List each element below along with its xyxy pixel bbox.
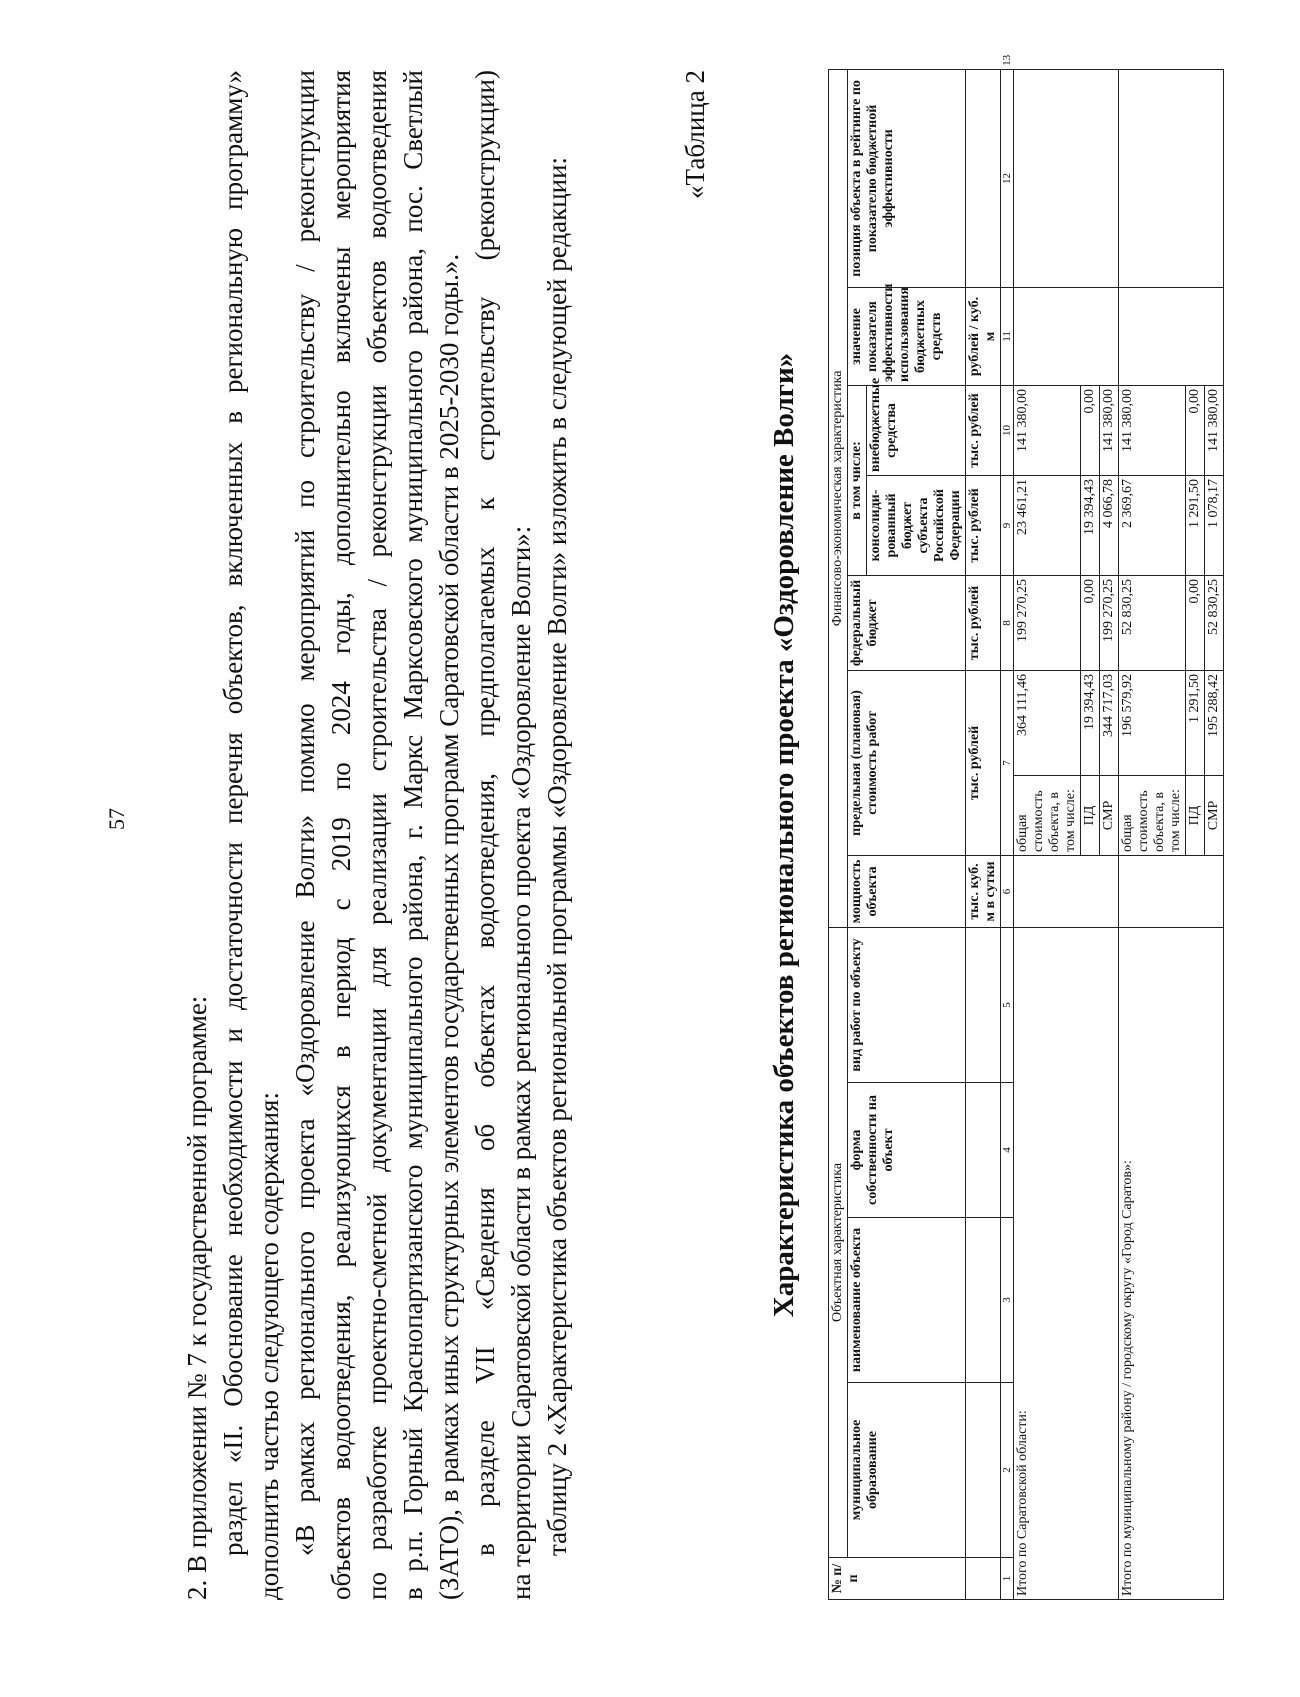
cell-extrabudget: 141 380,00 (1119, 385, 1186, 475)
unit-federal: тыс. рублей (966, 575, 1001, 670)
header-num: № п/п (829, 1558, 966, 1600)
row-label: ПД (1081, 775, 1100, 855)
cell-extrabudget: 141 380,00 (1014, 385, 1081, 475)
row-label: ПД (1186, 775, 1205, 855)
cell-cost: 364 111,46 (1014, 670, 1081, 775)
row-label: общая стоимость объекта, в том числе: (1119, 775, 1186, 855)
cell-extrabudget: 0,00 (1186, 385, 1205, 475)
row-label: СМР (1205, 775, 1224, 855)
column-number: 4 (1001, 1083, 1014, 1218)
column-number: 1 (1001, 1558, 1014, 1600)
column-number: 3 (1001, 1218, 1014, 1383)
cell-federal: 52 830,25 (1119, 575, 1186, 670)
column-number: 2 (1001, 1383, 1014, 1558)
cell-extrabudget: 0,00 (1081, 385, 1100, 475)
row-label: СМР (1100, 775, 1119, 855)
column-number: 10 (1001, 385, 1014, 475)
paragraph-table-2: таблицу 2 «Характеристика объектов региональной программы «Оздоровление Волги» изложить в следующей редакции: (542, 156, 572, 1556)
cell-consolidated: 19 394,43 (1081, 475, 1100, 575)
column-number: 5 (1001, 927, 1014, 1082)
cell-federal: 0,00 (1186, 575, 1205, 670)
header-object-name: наименование объекта (848, 1218, 966, 1383)
cell-federal: 199 270,25 (1100, 575, 1119, 670)
paragraph-quote-1: «В рамках регионального проекта «Оздоровление Волги» помимо мероприятий по строительству / реконструкции (290, 70, 320, 1556)
cell-cost: 1 291,50 (1186, 670, 1205, 775)
cell-consolidated: 23 461,21 (1014, 475, 1081, 575)
column-number: 6 (1001, 855, 1014, 927)
header-capacity: мощность объекта (848, 855, 966, 927)
cell-extrabudget: 141 380,00 (1100, 385, 1119, 475)
cell-cost: 196 579,92 (1119, 670, 1186, 775)
unit-consolidated: тыс. рублей (966, 475, 1001, 575)
paragraph-section-vii-2: на территории Саратовской области в рамках регионального проекта «Оздоровление Волги»: (506, 525, 536, 1600)
column-number: 11 (1001, 287, 1014, 385)
objects-table: № п/п Объектная характеристика Финансово-экономическая характеристика муниципальное образование наименование объекта форма собственности на объект вид работ по объекту мощность объекта предельная (плановая) стоимость работ федеральный бюджет в том числе: значение показателя эффективности использования бюджетных средств позиция объекта в рейтинге по показателю бюджетной эффективности консолиди-рованный бюджет субъекта Российской Федерации внебюджетные средства тыс. куб. м в сутки тыс. рублей тыс. рублей тыс. рублей тыс. рублей рублей / куб. м 1 2 3 4 5 6 7 8 9 10 11 12 13 Итого по Саратовской области: общая стоимость объекта, в том числе: 364 111,46 199 270,25 23 461,21 141 380,00 ПД 19 394,43 0,00 19 394,43 0,00 СМР 344 717,03 199 270,25 4 066,78 141 380,00 Итого по муниципальному району / городскому округу «Город Саратов»: общая стоимость объекта, в том числе: 196 579,92 52 830,25 2 369,67 141 380,00 ПД 1 291,50 0,00 1 291,50 0,00 СМР 195 288,42 52 830,25 1 078,17 141 380,00 (828, 69, 1224, 1600)
column-number: 8 (1001, 575, 1014, 670)
unit-extrabudget: тыс. рублей (966, 385, 1001, 475)
header-extrabudget: внебюджетные средства (867, 385, 966, 475)
rotated-content (180, 54, 1300, 1600)
header-efficiency-value: значение показателя эффективности использования бюджетных средств (848, 287, 966, 385)
unit-cost: тыс. рублей (966, 670, 1001, 855)
cell-cost: 195 288,42 (1205, 670, 1224, 775)
column-number: 12 (1001, 69, 1014, 287)
cell-cost: 19 394,43 (1081, 670, 1100, 775)
row-label: общая стоимость объекта, в том числе: (1014, 775, 1081, 855)
cell-consolidated: 1 078,17 (1205, 475, 1224, 575)
header-finance-group: Финансово-экономическая характеристика (829, 69, 848, 927)
header-cost: предельная (плановая) стоимость работ (848, 670, 966, 855)
group-label-saratov: Итого по муниципальному району / городскому округу «Город Саратов»: (1119, 927, 1224, 1599)
paragraph-quote-5: (ЗАТО), в рамках иных структурных элементов государственных программ Саратовской области в 2025-2030 годы.». (434, 253, 464, 1600)
paragraph-item-2: 2. В приложении № 7 к государственной программе: (182, 995, 212, 1600)
cell-federal: 0,00 (1081, 575, 1100, 670)
table-row (1119, 69, 1186, 1599)
page-number: 57 (104, 808, 129, 830)
header-object-group: Объектная характеристика (829, 927, 848, 1557)
table-row (1014, 69, 1081, 1599)
header-federal: федеральный бюджет (848, 575, 966, 670)
cell-federal: 199 270,25 (1014, 575, 1081, 670)
paragraph-quote-4: в р.п. Горный Краснопартизанского муниципального района, г. Маркс Марксовского муниципального района, пос. Светлый (398, 70, 428, 1600)
unit-capacity: тыс. куб. м в сутки (966, 855, 1001, 927)
unit-efficiency: рублей / куб. м (966, 287, 1001, 385)
cell-extrabudget: 141 380,00 (1205, 385, 1224, 475)
table-label: «Таблица 2 (680, 70, 710, 199)
header-work-type: вид работ по объекту (848, 927, 966, 1082)
cell-consolidated: 1 291,50 (1186, 475, 1205, 575)
column-number: 7 (1001, 670, 1014, 855)
cell-consolidated: 4 066,78 (1100, 475, 1119, 575)
cell-federal: 52 830,25 (1205, 575, 1224, 670)
header-consolidated: консолиди-рованный бюджет субъекта Российской Федерации (867, 475, 966, 575)
paragraph-section-ii: раздел «II. Обоснование необходимости и достаточности перечня объектов, включенных в региональную программу» (218, 70, 248, 1556)
paragraph-quote-3: по разработке проектно-сметной документации для реализации строительства / реконструкции объектов водоотведения (362, 70, 392, 1600)
group-label-region: Итого по Саратовской области: (1014, 927, 1119, 1599)
column-number: 9 (1001, 475, 1014, 575)
header-ownership: форма собственности на объект (848, 1083, 966, 1218)
paragraph-quote-2: объектов водоотведения, реализующихся в период с 2019 по 2024 годы, дополнительно включены мероприятия (326, 70, 356, 1600)
cell-cost: 344 717,03 (1100, 670, 1119, 775)
header-including: в том числе: (848, 385, 867, 575)
paragraph-add-part: дополнить частью следующего содержания: (254, 1092, 284, 1600)
header-municipality: муниципальное образование (848, 1383, 966, 1558)
header-rating: позиция объекта в рейтинге по показателю бюджетной эффективности (848, 69, 966, 287)
cell-consolidated: 2 369,67 (1119, 475, 1186, 575)
paragraph-section-vii-1: в разделе VII «Сведения об объектах водоотведения, предполагаемых к строительству (реконструкции) (470, 70, 500, 1556)
table-title: Характеристика объектов регионального проекта «Оздоровление Волги» (768, 352, 800, 1318)
